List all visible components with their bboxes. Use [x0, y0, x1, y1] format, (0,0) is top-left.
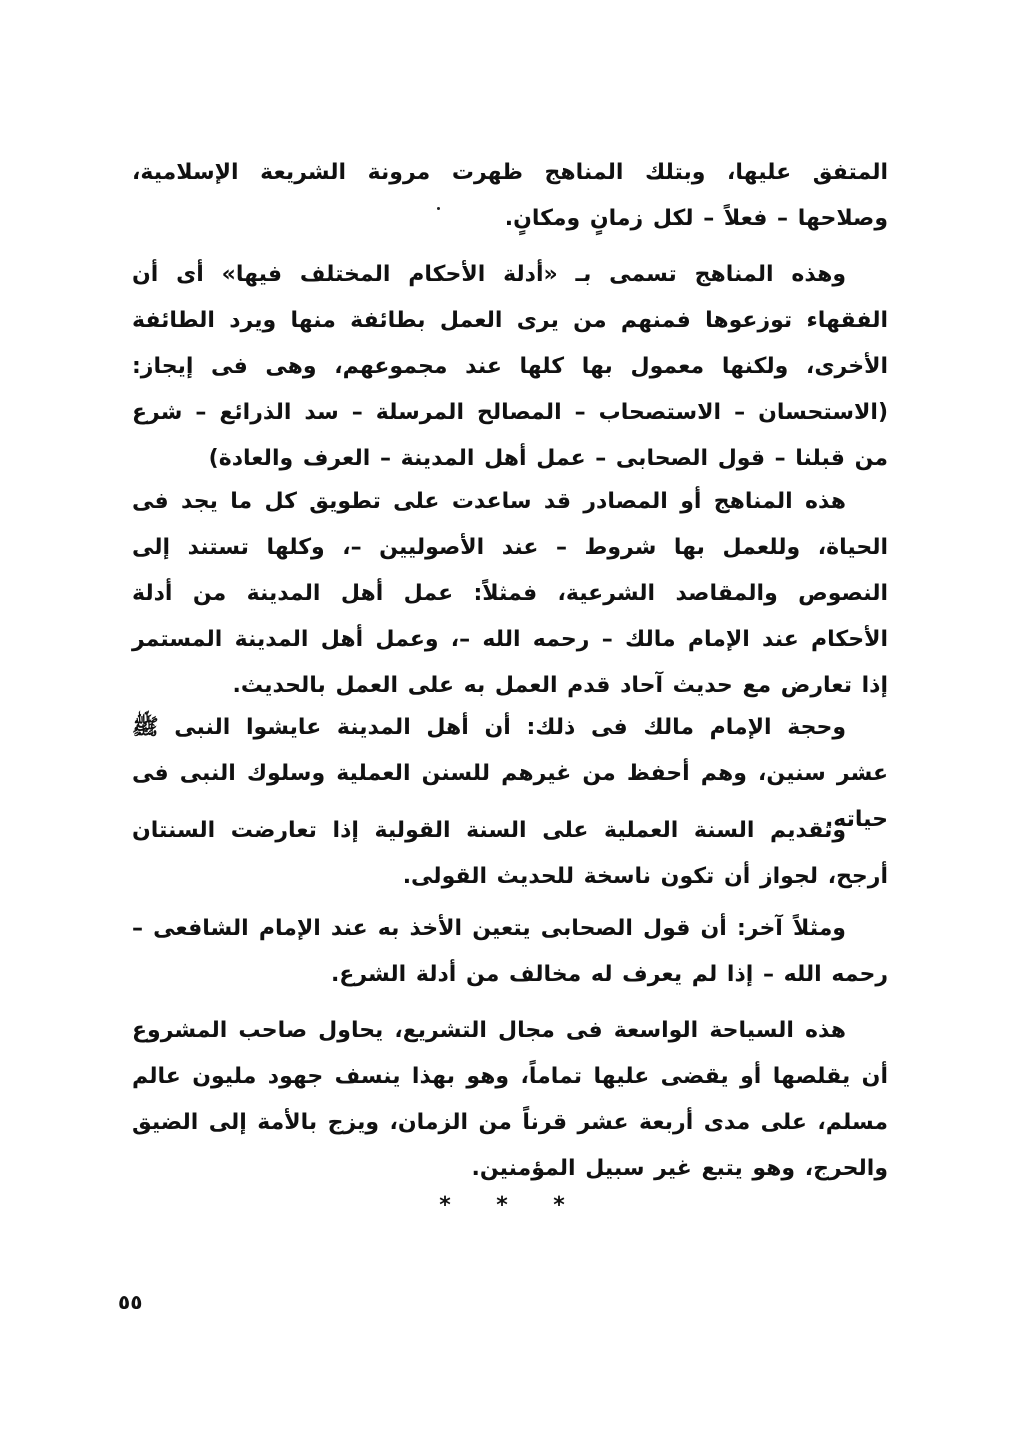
page-number: ٥٥ [118, 1290, 143, 1314]
paragraph-6: ومثلاً آخر: أن قول الصحابى يتعين الأخذ به عند الإمام الشافعى – رحمه الله – إذا لم يعرف له مخالف من أدلة الشرع. [132, 916, 888, 987]
section-separator [432, 1190, 572, 1220]
paragraph-3: هذه المناهج أو المصادر قد ساعدت على تطويق كل ما يجد فى الحياة، وللعمل بها شروط – عند الأصوليين –، وكلها تستند إلى النصوص والمقاصد الشرعية، فمثلاً: عمل أهل المدينة من أدلة الأحكام عند الإمام مالك – رحمه الله –، وعمل أهل المدينة المستمر إذا تعارض مع حديث آحاد قدم العمل به على العمل بالحديث. [132, 489, 888, 698]
paragraph-7: هذه السياحة الواسعة فى مجال التشريع، يحاول صاحب المشروع أن يقلصها أو يقضى عليها تماماً، وهو بهذا ينسف جهود مليون عالم مسلم، على مدى أربعة عشر قرناً من الزمان، ويزج بالأمة إلى الضيق والحرج، وهو يتبع غير سبيل المؤمنين. [132, 1018, 888, 1181]
separator-star-icon: * [496, 1192, 508, 1218]
separator-star-icon: * [553, 1192, 565, 1218]
paragraph-5: وتقديم السنة العملية على السنة القولية إذا تعارضت السنتان أرجح، لجواز أن تكون ناسخة للحديث القولى. [132, 818, 888, 889]
paragraph-1: المتفق عليها، وبتلك المناهج ظهرت مرونة الشريعة الإسلامية، وصلاحها – فعلاً – لكل زمانٍ ومكانٍ. [132, 160, 888, 231]
paragraph-2: وهذه المناهج تسمى بـ «أدلة الأحكام المختلف فيها» أى أن الفقهاء توزعوها فمنهم من يرى العمل بطائفة منها ويرد الطائفة الأخرى، ولكنها معمول بها كلها عند مجموعهم، وهى فى إيجاز: (الاستحسان – الاستصحاب – المصالح المرسلة – سد الذرائع – شرع من قبلنا – قول الصحابى – عمل أهل المدينة – العرف والعادة) [132, 262, 888, 471]
separator-star-icon: * [439, 1192, 451, 1218]
paragraph-4: وحجة الإمام مالك فى ذلك: أن أهل المدينة عايشوا النبى ﷺ عشر سنين، وهم أحفظ من غيرهم للسنن العملية وسلوك النبى فى حياته. [132, 715, 888, 832]
scan-speck [437, 207, 440, 210]
